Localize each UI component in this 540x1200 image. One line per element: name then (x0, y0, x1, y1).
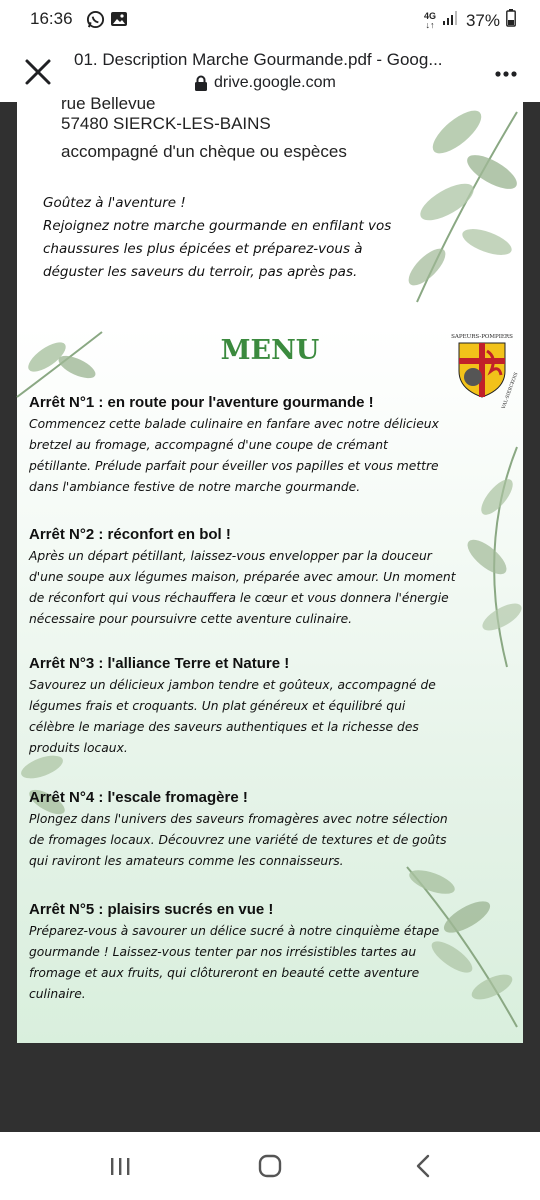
fire-brigade-crest (447, 331, 520, 410)
section-heading: Arrêt N°5 : plaisirs sucrés en vue ! (29, 901, 274, 918)
recent-apps-button[interactable] (100, 1150, 140, 1182)
back-icon (404, 1150, 444, 1182)
menu-title: MENU (220, 335, 320, 366)
more-options-button[interactable] (490, 56, 522, 88)
battery-text: 37% (465, 10, 500, 30)
section-body: Après un départ pétillant, laissez-vous envelopper par la douceur d'une soupe aux légumes maison, préparée avec amour. Un moment de réconfort qui vous réchauffera le cœur et vous donnera l'énergie nécessaire pour poursuivre cette aventure culinaire. (29, 549, 456, 626)
battery-icon (506, 9, 516, 32)
menu-section-5 (29, 900, 469, 1005)
back-button[interactable] (404, 1150, 444, 1182)
home-icon (250, 1150, 290, 1182)
whatsapp-icon (86, 10, 105, 33)
home-button[interactable] (250, 1150, 290, 1182)
menu-section-2 (29, 525, 469, 630)
close-icon (18, 52, 58, 92)
section-heading: Arrêt N°4 : l'escale fromagère ! (29, 789, 248, 806)
network-type: 4G ↓↑ (423, 10, 436, 30)
intro-text: Goûtez à l'aventure ! Rejoignez notre marche gourmande en enfilant vos chaussures les plus épicées et préparez-vous à déguster les saveurs du terroir, pas après pas. (43, 195, 392, 280)
crest-side-text: VAL-SIERCKOIS (501, 372, 520, 410)
section-heading: Arrêt N°2 : réconfort en bol ! (29, 526, 231, 543)
section-body: Commencez cette balade culinaire en fanfare avec notre délicieux bretzel au fromage, accompagné d'une coupe de crémant pétillante. Prélude parfait pour éveiller vos papilles et vous mettre dans l'ambiance festive de notre marche gourmande. (29, 417, 439, 494)
crest-top-text: SAPEURS-POMPIERS (451, 334, 513, 340)
gallery-icon (110, 10, 128, 32)
menu-section-3 (29, 654, 469, 759)
menu-section-1 (29, 393, 469, 498)
pdf-page-menu (17, 327, 523, 1043)
signal-icon (442, 10, 460, 31)
lock-icon (194, 75, 208, 91)
section-body: Plongez dans l'univers des saveurs fromagères avec notre sélection de fromages locaux. Découvrez une variété de textures et de goûts qui raviront les amateurs comme les connaisseurs. (29, 812, 448, 868)
address-city: 57480 SIERCK-LES-BAINS (61, 114, 271, 133)
section-body: Savourez un délicieux jambon tendre et goûteux, accompagné de légumes frais et croquants. Un plat généreux et équilibré qui célèbre le mariage des saveurs authentiques et la richesse des produits locaux. (29, 678, 436, 755)
section-body: Préparez-vous à savourer un délice sucré à notre cinquième étape gourmande ! Laissez-vous tenter par nos irrésistibles tartes au fromage et aux fruits, qui clôtureront en beauté cette aventure culinaire. (29, 924, 440, 1001)
address-street: rue Bellevue (61, 94, 156, 113)
more-vert-icon (490, 56, 522, 88)
section-heading: Arrêt N°1 : en route pour l'aventure gourmande ! (29, 394, 374, 411)
status-bar (0, 0, 540, 40)
menu-section-4 (29, 788, 469, 872)
pdf-viewer[interactable] (0, 94, 540, 1132)
document-url (194, 74, 336, 92)
recent-apps-icon (100, 1150, 140, 1182)
system-nav-bar (0, 1132, 540, 1200)
url-text: drive.google.com (214, 74, 336, 91)
document-title: 01. Description Marche Gourmande.pdf - Goog... (74, 50, 443, 69)
status-time: 16:36 (30, 9, 73, 28)
close-button[interactable] (18, 52, 58, 92)
section-heading: Arrêt N°3 : l'alliance Terre et Nature ! (29, 655, 290, 672)
payment-note: accompagné d'un chèque ou espèces (61, 142, 347, 161)
